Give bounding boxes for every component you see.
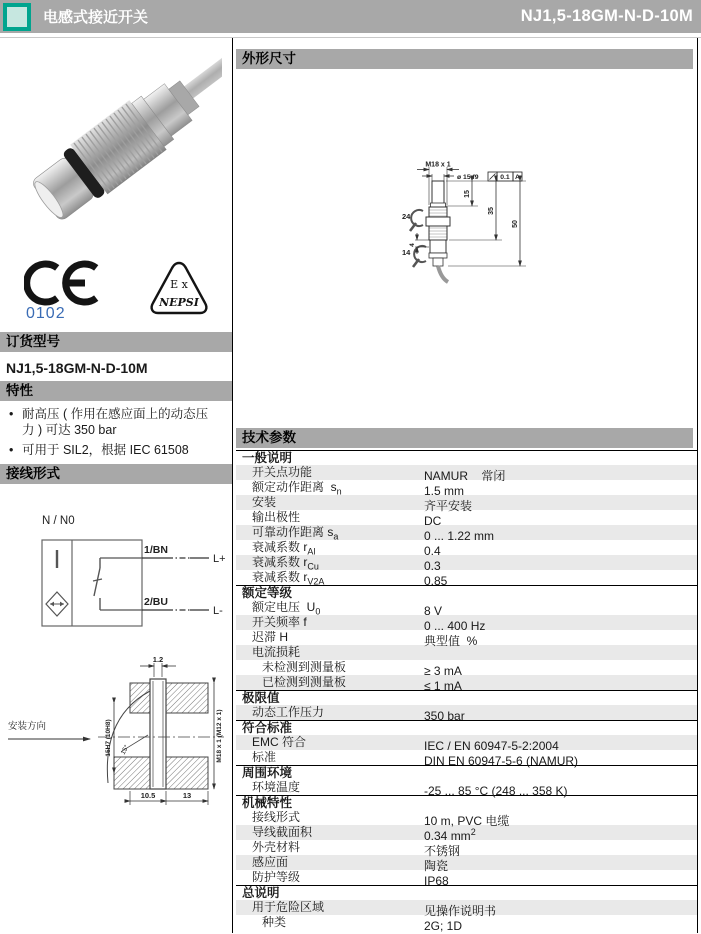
row-label: 用于危险区域 [252, 900, 325, 914]
wiring-label: N / N0 [42, 514, 75, 527]
section-bar-connection: 接线形式 [0, 464, 232, 484]
table-row [236, 630, 697, 648]
feature-item: • 可用于 SIL2，根据 IEC 61508 [22, 442, 220, 458]
dim-thread-label: M18 x 1 [425, 161, 451, 169]
l-minus-label: L- [213, 604, 223, 617]
section-bar-order: 订货型号 [0, 332, 232, 352]
row-label: 标准 [252, 750, 277, 764]
row-value: 8 V [424, 604, 443, 618]
group-header: 总说明 [236, 885, 697, 900]
row-value: 齐平安装 [424, 499, 473, 513]
dim-4-label: 4 [409, 243, 416, 247]
row-label: 迟滞 H [252, 630, 289, 644]
dimension-drawing-image [396, 161, 548, 319]
row-value: 典型值 % [424, 634, 478, 648]
product-photo-image [10, 50, 222, 248]
row-value: 0.85 [424, 574, 448, 588]
row-label: 可靠动作距离 $s_a$ [252, 525, 339, 542]
row-value: 350 bar [424, 709, 465, 723]
content-columns [0, 38, 701, 933]
group-header: 额定等级 [236, 585, 697, 600]
table-row [236, 495, 697, 513]
row-value: 10 m, PVC 电缆 [424, 814, 510, 828]
table-row [236, 750, 697, 768]
dimension-drawing [233, 161, 697, 319]
row-label: 环境温度 [252, 780, 301, 794]
row-value: DIN EN 60947-5-6 (NAMUR) [424, 754, 579, 768]
row-value: -25 ... 85 °C (248 ... 358 K) [424, 784, 568, 798]
table-row [236, 570, 697, 588]
row-value: DC [424, 514, 442, 528]
technical-table [236, 450, 697, 933]
mount-direction-label: 安装方向 [8, 720, 47, 732]
mount-dim-top: 1.2 [152, 654, 164, 664]
table-row [236, 555, 697, 573]
group-header: 符合标准 [236, 720, 697, 735]
row-label: 衰减系数 $r_{V2A}$ [252, 570, 325, 587]
group-header: 极限值 [236, 690, 697, 705]
runout-datum: A [515, 174, 520, 181]
ex-label: E x [170, 278, 188, 291]
row-label: 额定动作距离 $s_n$ [252, 480, 342, 497]
ce-number: 0102 [26, 305, 66, 320]
row-value: ≥ 3 mA [424, 664, 462, 678]
wrench-top-size: 24 [402, 212, 411, 221]
row-label: 感应面 [252, 855, 289, 869]
nepsi-label: NEPSI [159, 296, 199, 309]
row-label: EMC 符合 [252, 735, 307, 749]
table-row [236, 600, 697, 618]
table-row [236, 900, 697, 918]
certification-logos [0, 258, 232, 320]
runout-value: 0.1 [500, 174, 510, 181]
wire-top-label: 1/BN [144, 543, 168, 556]
ce-mark-icon [24, 258, 116, 320]
right-column [233, 38, 698, 933]
row-label: 开关点功能 [252, 465, 313, 479]
wire-bottom-label: 2/BU [144, 595, 168, 608]
row-value: NAMUR 常闭 [424, 469, 506, 483]
mount-angle-label: 15° [119, 743, 131, 756]
row-value: 0.3 [424, 559, 441, 573]
row-label: 衰减系数 $r_{Cu}$ [252, 555, 319, 572]
mounting-diagram-image [2, 655, 230, 813]
table-row [236, 855, 697, 873]
row-label: 衰减系数 $r_{Al}$ [252, 540, 316, 557]
ce-mark [24, 258, 116, 325]
row-value: 0 ... 1.22 mm [424, 529, 495, 543]
nepsi-mark [146, 260, 212, 323]
feature-item: • 耐高压 ( 作用在感应面上的动态压力 ) 可达 350 bar [22, 406, 220, 439]
row-value: 0.34 $mm^2$ [424, 827, 476, 843]
order-model: NJ1,5-18GM-N-D-10M [6, 360, 148, 376]
row-label: 防护等级 [252, 870, 301, 884]
mounting-diagram [2, 655, 232, 818]
table-row [236, 705, 697, 723]
l-plus-label: L+ [213, 552, 226, 565]
page-title: 电感式接近开关 [43, 9, 149, 26]
product-code: NJ1,5-18GM-N-D-10M [520, 7, 693, 25]
row-label: 未检测到测量板 [262, 660, 347, 674]
row-value: ≤ 1 mA [424, 679, 462, 693]
row-label: 外壳材料 [252, 840, 301, 854]
section-bar-features: 特性 [0, 381, 232, 401]
dim-35-label: 35 [488, 207, 495, 215]
wiring-diagram-image [4, 510, 228, 642]
row-label: 种类 [262, 915, 287, 929]
product-photo [10, 50, 232, 253]
table-row [236, 825, 697, 843]
table-row [236, 675, 697, 693]
dim-50-label: 50 [512, 220, 519, 228]
row-value: 0 ... 400 Hz [424, 619, 486, 633]
table-row [236, 810, 697, 828]
section-bar-technical: 技术参数 [236, 428, 693, 448]
table-row [236, 870, 697, 888]
row-label: 接线形式 [252, 810, 301, 824]
row-value: 陶瓷 [424, 859, 449, 873]
dim-15-label: 15 [464, 190, 471, 198]
mount-dim-bottom-right: 13 [182, 790, 192, 800]
row-value: 见操作说明书 [424, 904, 497, 918]
brand-logo-icon [3, 3, 31, 31]
row-label: 动态工作压力 [252, 705, 325, 719]
row-label: 额定电压 $U_0$ [252, 600, 321, 617]
left-column [0, 38, 233, 933]
row-label: 安装 [252, 495, 277, 509]
table-row [236, 465, 697, 483]
table-row [236, 780, 697, 798]
row-value: 不锈钢 [424, 844, 461, 858]
table-row [236, 735, 697, 753]
wiring-diagram [4, 510, 232, 647]
row-label: 导线截面积 [252, 825, 313, 839]
row-label: 开关频率 f [252, 615, 307, 629]
row-value: 0.4 [424, 544, 441, 558]
table-row [236, 615, 697, 633]
nepsi-mark-icon [146, 260, 212, 318]
row-value: IP68 [424, 874, 449, 888]
table-row [236, 660, 697, 678]
row-label: 电流损耗 [252, 645, 301, 659]
row-value: 1.5 mm [424, 484, 465, 498]
row-value: 2G; 1D [424, 919, 463, 933]
row-value: IEC / EN 60947-5-2:2004 [424, 739, 559, 753]
row-label: 已检测到测量板 [262, 675, 347, 689]
section-bar-dimensions: 外形尺寸 [236, 49, 693, 69]
row-label: 输出极性 [252, 510, 301, 524]
dim-diameter-label: ø 15 f9 [457, 174, 479, 181]
table-row [236, 525, 697, 543]
wrench-bottom-size: 14 [402, 248, 411, 257]
mount-dim-bottom-left: 10.5 [140, 790, 156, 800]
group-header: 一般说明 [236, 450, 697, 465]
group-header: 周围环境 [236, 765, 697, 780]
features-list [0, 406, 220, 458]
mount-thread-label: M18 x 1 (M12 x 1) [216, 709, 223, 763]
mount-bore-label: 15H7 (10H8) [105, 719, 112, 757]
group-header: 机械特性 [236, 795, 697, 810]
page-header [0, 0, 701, 33]
